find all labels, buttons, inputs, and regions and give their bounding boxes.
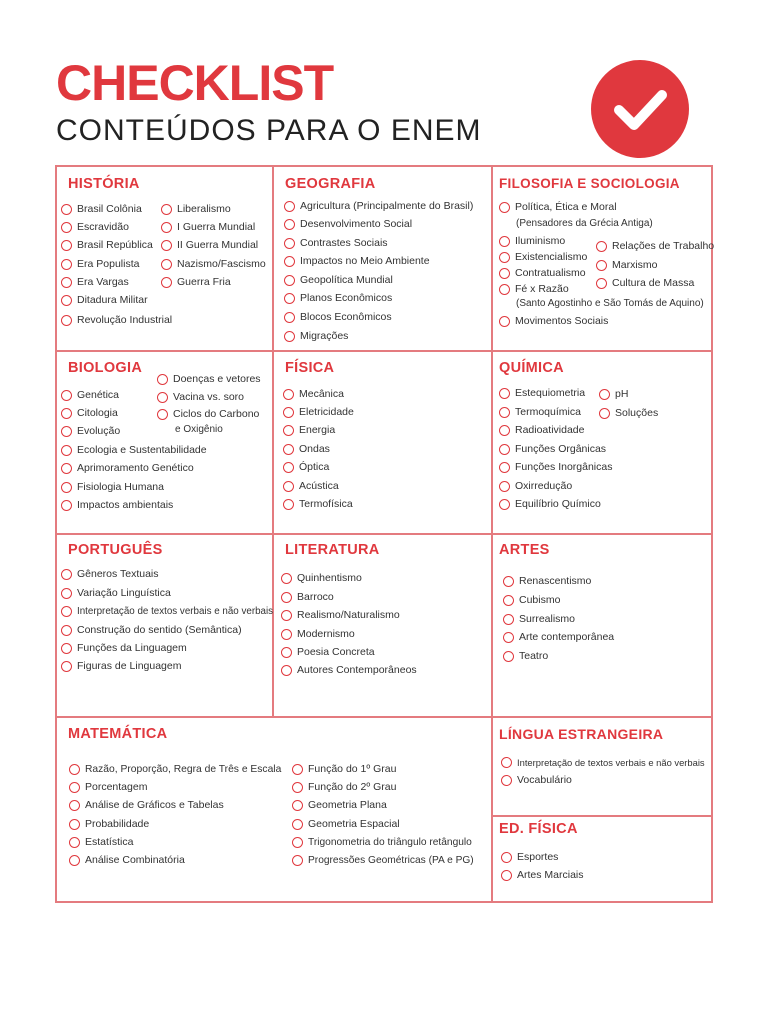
checklist-item[interactable]: Poesia Concreta <box>281 644 375 660</box>
checkbox-circle[interactable] <box>292 819 303 830</box>
checklist-item[interactable]: Planos Econômicos <box>284 290 392 306</box>
checkbox-circle[interactable] <box>499 284 510 295</box>
checklist-item[interactable]: Funções Inorgânicas <box>499 459 612 475</box>
checkbox-circle[interactable] <box>499 316 510 327</box>
checklist-item[interactable]: Estequiometria <box>499 385 585 401</box>
checkbox-circle[interactable] <box>499 268 510 279</box>
checklist-item[interactable]: Progressões Geométricas (PA e PG) <box>292 852 474 868</box>
checkbox-circle[interactable] <box>69 819 80 830</box>
checklist-item[interactable]: Probabilidade <box>69 816 149 832</box>
checklist-item[interactable]: Interpretação de textos verbais e não verbais <box>61 603 273 619</box>
checklist-item[interactable]: Cubismo <box>503 592 560 608</box>
checklist-item[interactable]: Energia <box>283 422 335 438</box>
checkbox-circle[interactable] <box>157 374 168 385</box>
checkbox-circle[interactable] <box>69 764 80 775</box>
checklist-item[interactable]: Migrações <box>284 328 348 344</box>
checklist-item[interactable]: Radioatividade <box>499 422 584 438</box>
checkbox-circle[interactable] <box>503 632 514 643</box>
checkbox-circle[interactable] <box>596 241 607 252</box>
checkbox-circle[interactable] <box>61 426 72 437</box>
checkbox-circle[interactable] <box>499 425 510 436</box>
checklist-item[interactable]: Geometria Espacial <box>292 816 400 832</box>
filosofia-note: (Pensadores da Grécia Antiga) <box>516 218 653 229</box>
checklist-item[interactable]: Ondas <box>283 441 330 457</box>
biologia-note: e Oxigênio <box>175 424 223 435</box>
checklist-item[interactable]: Citologia <box>61 405 118 421</box>
checkbox-circle[interactable] <box>284 331 295 342</box>
filosofia-note: (Santo Agostinho e São Tomás de Aquino) <box>516 298 704 309</box>
checkbox-circle[interactable] <box>283 444 294 455</box>
checkbox-circle[interactable] <box>69 800 80 811</box>
checklist-item[interactable]: Política, Ética e Moral <box>499 199 617 215</box>
checkbox-circle[interactable] <box>283 499 294 510</box>
checklist-item[interactable]: Óptica <box>283 459 329 475</box>
section-title-edfisica: ED. FÍSICA <box>499 821 578 837</box>
checkbox-circle[interactable] <box>499 388 510 399</box>
section-title-filosofia: FILOSOFIA E SOCIOLOGIA <box>499 176 680 191</box>
checklist-item[interactable]: Funções Orgânicas <box>499 441 606 457</box>
checklist-item[interactable]: Ditadura Militar <box>61 292 148 308</box>
checklist-item[interactable]: Doenças e vetores <box>157 371 261 387</box>
checkbox-circle[interactable] <box>281 647 292 658</box>
checklist-item[interactable]: Interpretação de textos verbais e não verbais <box>501 754 705 770</box>
checkbox-circle[interactable] <box>599 408 610 419</box>
checkbox-circle[interactable] <box>61 204 72 215</box>
checklist-item[interactable]: Autores Contemporâneos <box>281 662 417 678</box>
checkbox-circle[interactable] <box>284 201 295 212</box>
checklist-item[interactable]: Impactos ambientais <box>61 497 173 513</box>
checkbox-circle[interactable] <box>503 576 514 587</box>
checklist-item[interactable]: Brasil Colônia <box>61 201 142 217</box>
checklist-item[interactable]: Era Populista <box>61 256 139 272</box>
checkbox-circle[interactable] <box>283 425 294 436</box>
checkbox-circle[interactable] <box>292 800 303 811</box>
checkbox-circle[interactable] <box>292 837 303 848</box>
checkbox-circle[interactable] <box>69 782 80 793</box>
section-title-lingua: LÍNGUA ESTRANGEIRA <box>499 726 664 742</box>
section-title-geografia: GEOGRAFIA <box>285 176 376 192</box>
checklist-item[interactable]: Estatística <box>69 834 133 850</box>
section-title-historia: HISTÓRIA <box>68 176 140 192</box>
checklist-item[interactable]: Evolução <box>61 423 120 439</box>
checklist-item[interactable]: Brasil República <box>61 237 153 253</box>
checkbox-circle[interactable] <box>61 643 72 654</box>
checkbox-circle[interactable] <box>499 462 510 473</box>
section-title-fisica: FÍSICA <box>285 360 335 376</box>
checklist-item[interactable]: Eletricidade <box>283 404 354 420</box>
checklist-item[interactable]: Escravidão <box>61 219 129 235</box>
checkbox-circle[interactable] <box>501 852 512 863</box>
checklist-item[interactable]: Era Vargas <box>61 274 129 290</box>
checklist-item[interactable]: Aprimoramento Genético <box>61 460 194 476</box>
checkbox-circle[interactable] <box>281 665 292 676</box>
checkbox-circle[interactable] <box>499 407 510 418</box>
checklist-item[interactable]: Impactos no Meio Ambiente <box>284 253 430 269</box>
checkbox-circle[interactable] <box>284 256 295 267</box>
checklist-item[interactable]: Trigonometria do triângulo retângulo <box>292 834 472 850</box>
checkbox-circle[interactable] <box>61 408 72 419</box>
checklist-item[interactable]: II Guerra Mundial <box>161 237 258 253</box>
checkbox-circle[interactable] <box>161 240 172 251</box>
section-title-artes: ARTES <box>499 542 550 558</box>
checklist-item[interactable]: Geopolítica Mundial <box>284 272 393 288</box>
checklist-item[interactable]: Acústica <box>283 478 339 494</box>
checklist-item[interactable]: Liberalismo <box>161 201 231 217</box>
checklist-item[interactable]: Contratualismo <box>499 265 586 281</box>
checklist-item[interactable]: Porcentagem <box>69 779 147 795</box>
checklist-item[interactable]: Iluminismo <box>499 233 565 249</box>
checklist-item[interactable]: Desenvolvimento Social <box>284 216 412 232</box>
checklist-item[interactable]: Função do 1º Grau <box>292 761 396 777</box>
checkbox-circle[interactable] <box>284 275 295 286</box>
checklist-item[interactable]: Fisiologia Humana <box>61 479 164 495</box>
checkbox-circle[interactable] <box>499 481 510 492</box>
checkbox-circle[interactable] <box>499 236 510 247</box>
checklist-item[interactable]: Gêneros Textuais <box>61 566 159 582</box>
page-subtitle: CONTEÚDOS PARA O ENEM <box>56 114 482 147</box>
checkbox-circle[interactable] <box>281 573 292 584</box>
checklist-item[interactable]: Nazismo/Fascismo <box>161 256 266 272</box>
checklist-item[interactable]: Variação Linguística <box>61 585 171 601</box>
checklist-item[interactable]: Equilíbrio Químico <box>499 496 601 512</box>
checkbox-circle[interactable] <box>61 569 72 580</box>
checkbox-circle[interactable] <box>283 481 294 492</box>
checkbox-circle[interactable] <box>283 462 294 473</box>
checkbox-circle[interactable] <box>61 445 72 456</box>
section-title-matematica: MATEMÁTICA <box>68 726 168 742</box>
checklist-item[interactable]: Agricultura (Principalmente do Brasil) <box>284 198 473 214</box>
checklist-item[interactable]: Movimentos Sociais <box>499 313 608 329</box>
checklist-item[interactable]: Vacina vs. soro <box>157 389 244 405</box>
checkbox-circle[interactable] <box>283 407 294 418</box>
checkbox-circle[interactable] <box>61 222 72 233</box>
section-title-quimica: QUÍMICA <box>499 360 564 376</box>
checklist-item[interactable]: Esportes <box>501 849 558 865</box>
checklist-item[interactable]: Ecologia e Sustentabilidade <box>61 442 207 458</box>
checklist-item[interactable]: Surrealismo <box>503 611 575 627</box>
checklist-item[interactable]: Revolução Industrial <box>61 312 172 328</box>
checkbox-circle[interactable] <box>61 500 72 511</box>
checkbox-circle[interactable] <box>61 315 72 326</box>
checkbox-circle[interactable] <box>292 764 303 775</box>
checkbox-circle[interactable] <box>61 240 72 251</box>
checklist-item[interactable]: Geometria Plana <box>292 797 387 813</box>
checkbox-circle[interactable] <box>281 610 292 621</box>
checklist-item[interactable]: Arte contemporânea <box>503 629 614 645</box>
checkbox-circle[interactable] <box>157 392 168 403</box>
checkbox-circle[interactable] <box>501 870 512 881</box>
checkbox-circle[interactable] <box>61 277 72 288</box>
checkbox-circle[interactable] <box>284 312 295 323</box>
checkbox-circle[interactable] <box>69 855 80 866</box>
section-title-biologia: BIOLOGIA <box>68 360 143 376</box>
checkmark-badge <box>591 60 689 158</box>
checkbox-circle[interactable] <box>499 202 510 213</box>
checkbox-circle[interactable] <box>161 204 172 215</box>
checklist-item[interactable]: Guerra Fria <box>161 274 231 290</box>
checklist-item[interactable]: Quinhentismo <box>281 570 362 586</box>
checkbox-circle[interactable] <box>157 409 168 420</box>
checklist-item[interactable]: Genética <box>61 387 119 403</box>
checkbox-circle[interactable] <box>61 625 72 636</box>
checkbox-circle[interactable] <box>161 259 172 270</box>
checkbox-circle[interactable] <box>161 222 172 233</box>
checklist-item[interactable]: Marxismo <box>596 257 658 273</box>
checkbox-circle[interactable] <box>499 252 510 263</box>
checkbox-circle[interactable] <box>284 219 295 230</box>
section-title-portugues: PORTUGUÊS <box>68 542 163 558</box>
checklist-item[interactable]: Construção do sentido (Semântica) <box>61 622 242 638</box>
checkbox-circle[interactable] <box>596 278 607 289</box>
checklist-item[interactable]: Barroco <box>281 589 334 605</box>
checklist-item[interactable]: Realismo/Naturalismo <box>281 607 400 623</box>
checkbox-circle[interactable] <box>61 463 72 474</box>
checkbox-circle[interactable] <box>61 390 72 401</box>
checklist-item[interactable]: Artes Marciais <box>501 867 584 883</box>
checkbox-circle[interactable] <box>61 259 72 270</box>
checkbox-circle[interactable] <box>69 837 80 848</box>
checkbox-circle[interactable] <box>283 389 294 400</box>
checklist-item[interactable]: Análise de Gráficos e Tabelas <box>69 797 224 813</box>
checklist-item[interactable]: Termoquímica <box>499 404 581 420</box>
checklist-item[interactable]: Fé x Razão <box>499 281 569 297</box>
checklist-item[interactable]: I Guerra Mundial <box>161 219 255 235</box>
checklist-item[interactable]: Existencialismo <box>499 249 587 265</box>
section-title-literatura: LITERATURA <box>285 542 380 558</box>
checkbox-circle[interactable] <box>284 238 295 249</box>
checklist-item[interactable]: Vocabulário <box>501 772 572 788</box>
checklist-item[interactable]: Relações de Trabalho <box>596 238 714 254</box>
checklist-item[interactable]: Análise Combinatória <box>69 852 185 868</box>
checkbox-circle[interactable] <box>61 482 72 493</box>
checkbox-circle[interactable] <box>284 293 295 304</box>
checklist-item[interactable]: pH <box>599 386 628 402</box>
checkbox-circle[interactable] <box>281 629 292 640</box>
checkbox-circle[interactable] <box>501 757 512 768</box>
checklist-item[interactable]: Funções da Linguagem <box>61 640 187 656</box>
checkbox-circle[interactable] <box>292 855 303 866</box>
checklist-item[interactable]: Ciclos do Carbono <box>157 406 259 422</box>
checklist-item[interactable]: Figuras de Linguagem <box>61 658 181 674</box>
checkbox-circle[interactable] <box>599 389 610 400</box>
checklist-item[interactable]: Soluções <box>599 405 658 421</box>
checkbox-circle[interactable] <box>61 661 72 672</box>
checkmark-icon <box>591 60 689 158</box>
checklist-item[interactable]: Oxirredução <box>499 478 572 494</box>
checklist-item[interactable]: Blocos Econômicos <box>284 309 392 325</box>
checklist-item[interactable]: Teatro <box>503 648 548 664</box>
checklist-item[interactable]: Termofísica <box>283 496 353 512</box>
page-title: CHECKLIST <box>56 55 334 111</box>
checkbox-circle[interactable] <box>503 614 514 625</box>
checklist-item[interactable]: Mecânica <box>283 386 344 402</box>
checkbox-circle[interactable] <box>292 782 303 793</box>
checkbox-circle[interactable] <box>61 295 72 306</box>
checklist-item[interactable]: Função do 2º Grau <box>292 779 396 795</box>
checkbox-circle[interactable] <box>499 444 510 455</box>
checklist-item[interactable]: Razão, Proporção, Regra de Três e Escala <box>69 761 281 777</box>
checkbox-circle[interactable] <box>281 592 292 603</box>
checkbox-circle[interactable] <box>61 588 72 599</box>
checkbox-circle[interactable] <box>503 595 514 606</box>
checklist-item[interactable]: Cultura de Massa <box>596 275 694 291</box>
checklist-item[interactable]: Contrastes Sociais <box>284 235 388 251</box>
checkbox-circle[interactable] <box>501 775 512 786</box>
checkbox-circle[interactable] <box>161 277 172 288</box>
checkbox-circle[interactable] <box>499 499 510 510</box>
checkbox-circle[interactable] <box>61 606 72 617</box>
checklist-item[interactable]: Renascentismo <box>503 573 591 589</box>
checkbox-circle[interactable] <box>596 260 607 271</box>
checkbox-circle[interactable] <box>503 651 514 662</box>
checklist-item[interactable]: Modernismo <box>281 626 355 642</box>
